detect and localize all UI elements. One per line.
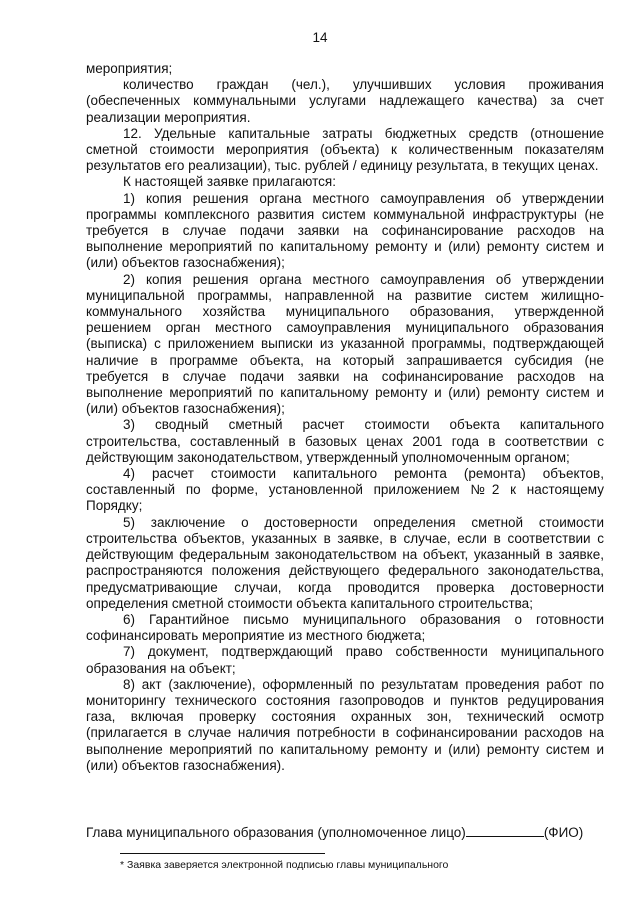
paragraph-attachments-intro: К настоящей заявке прилагаются:: [123, 174, 336, 190]
footnote-divider: [120, 853, 325, 854]
paragraph-item-12: 12. Удельные капитальные затраты бюджетных средств (отношение сметной стоимости мероприятия (объекта) к количественным показателям результатов его реализации), тыс. рублей / единицу результата, в текущих ценах.: [86, 125, 604, 174]
attachment-item-1: 1) копия решения органа местного самоуправления об утверждении программы комплексного развития систем коммунальной инфраструктуры (не требуется в случае подачи заявки на софинансирование расходов на выполнение мероприятий по капитальному ремонту и (или) ремонту систем и (или) объектов газоснабжения);: [86, 190, 604, 271]
page-number: 14: [312, 30, 328, 45]
attachment-item-6: 6) Гарантийное письмо муниципального образования о готовности софинансировать мероприятие из местного бюджета;: [86, 611, 604, 644]
paragraph-citizens-count: количество граждан (чел.), улучшивших условия проживания (обеспеченных коммунальными услугами надлежащего качества) за счет реализации мероприятия.: [86, 77, 604, 125]
attachment-item-5: 5) заключение о достоверности определения сметной стоимости строительства объектов, указанных в заявке, в случае, если в соответствии с действующим федеральным законодательством на объект, указанный в заявке, распространяются положения действующего федерального законодательства, предусматривающие случаи, когда проводится проверка достоверности определения сметной стоимости объекта капитального строительства;: [86, 514, 604, 611]
signature-fio: (ФИО): [543, 825, 584, 840]
paragraph-continuation: мероприятия;: [86, 61, 173, 76]
signature-line: [86, 825, 604, 840]
signature-label: Глава муниципального образования (уполномоченное лицо): [86, 825, 466, 840]
signature-blank: [466, 825, 544, 837]
footnote: * Заявка заверяется электронной подписью главы муниципального: [120, 859, 449, 871]
attachment-item-7: 7) документ, подтверждающий право собственности муниципального образования на объект;: [86, 644, 604, 676]
attachment-item-3: 3) сводный сметный расчет стоимости объекта капитального строительства, составленный в базовых ценах 2001 года в соответствии с действующим законодательством, утвержденный уполномоченным органом;: [86, 417, 604, 465]
attachment-item-2: 2) копия решения органа местного самоуправления об утверждении муниципальной программы, направленной на развитие систем жилищно-коммунального хозяйства муниципального образования, утвержденной решением орган местного самоуправления муниципального образования (выписка) с приложением выписки из указанной программы, подтверждающей наличие в программе объекта, на который запрашивается субсидия (не требуется в случае подачи заявки на софинансирование расходов на выполнение мероприятий по капитальному ремонту и (или) ремонту систем и (или) объектов газоснабжения);: [86, 271, 604, 417]
body-text: [86, 61, 604, 774]
attachment-item-4: 4) расчет стоимости капитального ремонта (ремонта) объектов, составленный по форме, установленной приложением №2 к настоящему Порядку;: [86, 466, 604, 514]
attachment-item-8: 8) акт (заключение), оформленный по результатам проведения работ по мониторингу технического состояния газопроводов и пунктов редуцирования газа, включая проверку состояния охранных зон, технический осмотр (прилагается в случае наличия потребности в софинансировании расходов на выполнение мероприятий по капитальному ремонту и (или) ремонту систем и (или) объектов газоснабжения).: [86, 676, 604, 773]
